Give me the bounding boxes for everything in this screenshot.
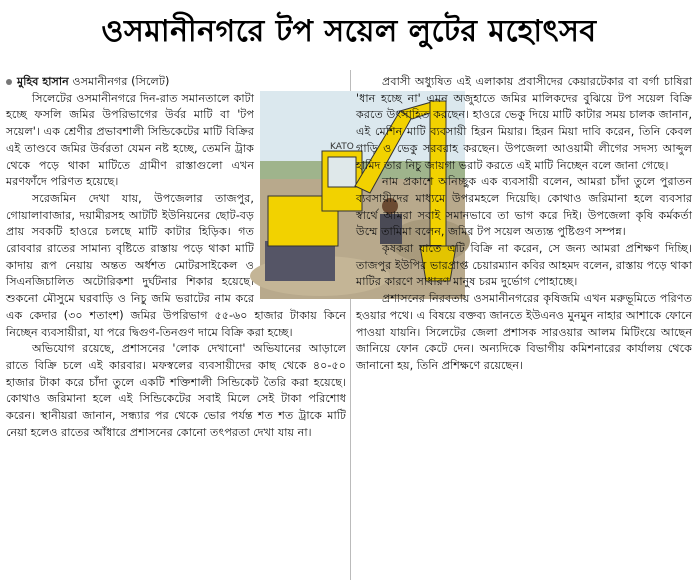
machine-label: KATO (330, 141, 354, 152)
left-column (6, 74, 354, 588)
right-paragraph: নাম প্রকাশে অনিচ্ছুক এক ব্যবসায়ী বলেন, আমরা চাঁদা তুলে পুরাতন ব্যবসায়ীদের মাধ্যমে উপরমহলে দিয়েছি। কোথাও জরিমানা হলে ব্যবসার স্বার্থে আমরা সবাই সমানভাবে তা ভাগ করে দিই। উপজেলা কৃষি কর্মকর্তা উম্মে তামিমা বলেন, জমির টপ সয়েল অত্যন্ত পুষ্টিগুণ সম্পন্ন। (356, 175, 692, 239)
headline: ওসমানীনগরে টপ সয়েল লুটের মহোৎসব (101, 14, 597, 49)
left-paragraph: অভিযোগ রয়েছে, প্রশাসনের 'লোক দেখানো' অভিযানের আড়ালে রাতে বিক্রি চলে এই কারবার। মফস্বলের ব্যবসায়ীদের কাছ থেকে ৪০-৫০ হাজার টাকা করে চাঁদা তুলে একটি শক্তিশালী সিন্ডিকেট তৈরি করা হয়েছে। কোথাও জরিমানা হলে এই সিন্ডিকেটের সবাই মিলে সেই টাকা পরিশোধ করেন। স্থানীয়রা জানান, সন্ধ্যার পর থেকে ভোর পর্যন্ত শত শত ট্রাকে মাটি নেয়া হলেও রাতের আঁধারে প্রশাসনের কোনো তৎপরতা দেখা যায় না। (6, 342, 346, 439)
byline-location: ওসমানীনগর (সিলেট) (72, 75, 170, 88)
left-paragraph: সিলেটের ওসমানীনগরে দিন-রাত সমানতালে কাটা হচ্ছে ফসলি জমির উপরিভাগের উর্বর মাটি বা 'টপ সয়েল'। এক শ্রেণীর প্রভাবশালী সিন্ডিকেটের মাটি বিক্রির এই তাণ্ডবে জমির উর্বরতা যেমন নষ্ট হচ্ছে, তেমনি ট্রাক থেকে পড়ে থাকা মাটিতে গ্রামীণ রাস্তাগুলো এখন মরণফাঁদে পরিণত হয়েছে। (6, 91, 254, 189)
right-paragraph: প্রবাসী অধ্যুষিত এই এলাকায় প্রবাসীদের কেয়ারটেকার বা বর্গা চাষিরা 'ধান হচ্ছে না' এমন অজুহাতে জমির মালিকদের বুঝিয়ে টপ সয়েল বিক্রি করতে উৎসাহিত করছেন। হাওরে ভেকু দিয়ে মাটি কাটার সময় চালক জানান, এই মেশিন মাটি ব্যবসায়ী হিরন মিয়ার। হিরন মিয়া দাবি করেন, তিনি কেবল গাড়ি ও ভেকু সরবরাহ করছেন। উপজেলা আওয়ামী লীগের সদস্য আব্দুল হামিদ তার নিচু জায়গা ভরাট করতে এই মাটি নিচ্ছেন বলে জানা গেছে। (356, 75, 692, 172)
right-paragraph: প্রশাসনের নিরবতায় ওসমানীনগরের কৃষিজমি এখন মরুভূমিতে পরিণত হওয়ার পথে। এ বিষয়ে বক্তব্য জানতে ইউএনও মুনমুন নাহার আশাকে ফোনে পাওয়া যায়নি। সিলেটের জেলা প্রশাসক সারওয়ার আলম মিটিংয়ে আছেন জানিয়ে ফোন কেটে দেন। অন্যদিকে বিভাগীয় কমিশনারের কার্যালয় থেকে জানানো হয়, তিনি প্রশিক্ষণে রয়েছেন। (356, 292, 692, 372)
bullet-icon (6, 79, 12, 85)
byline (6, 74, 346, 91)
byline-name: মুহিব হাসান (17, 75, 69, 88)
right-column (356, 74, 692, 588)
left-paragraph: সরেজমিন দেখা যায়, উপজেলার তাজপুর, গোয়ালাবাজার, দয়ামীরসহ আটটি ইউনিয়নের ছোট-বড় প্রায় সবকটি হাওরে চলছে মাটি কাটার হিড়িক। গত রোববার রাতের সামান্য বৃষ্টিতে রাস্তায় পড়ে থাকা মাটি কাদায় রূপ নেয়ায় অন্তত অর্ধশত মোটরসাইকেল ও সিএনজিচালিত অটোরিকশা দুর্ঘটনার শিকার হয়েছে। শুকনো মৌসুমে ঘরবাড়ি ও নিচু জমি ভরাটের নাম করে এক কেদার (৩০ শতাংশ) জমির উপরিভাগ ৫৫-৬০ হাজার টাকায় কিনে নিচ্ছেন ব্যবসায়ীরা, যা পরে দ্বিগুণ-তিনগুণ দামে বিক্রি করা হচ্ছে। (6, 191, 346, 339)
right-paragraph: কৃষকরা যাতে এটি বিক্রি না করেন, সে জন্য আমরা প্রশিক্ষণ দিচ্ছি। তাজপুর ইউপির ভারপ্রাপ্ত চেয়ারম্যান কবির আহমদ বলেন, রাস্তায় পড়ে থাকা মাটির কারণে সাধারণ মানুষ চরম দুর্ভোগ পোহাচ্ছে। (356, 242, 692, 289)
